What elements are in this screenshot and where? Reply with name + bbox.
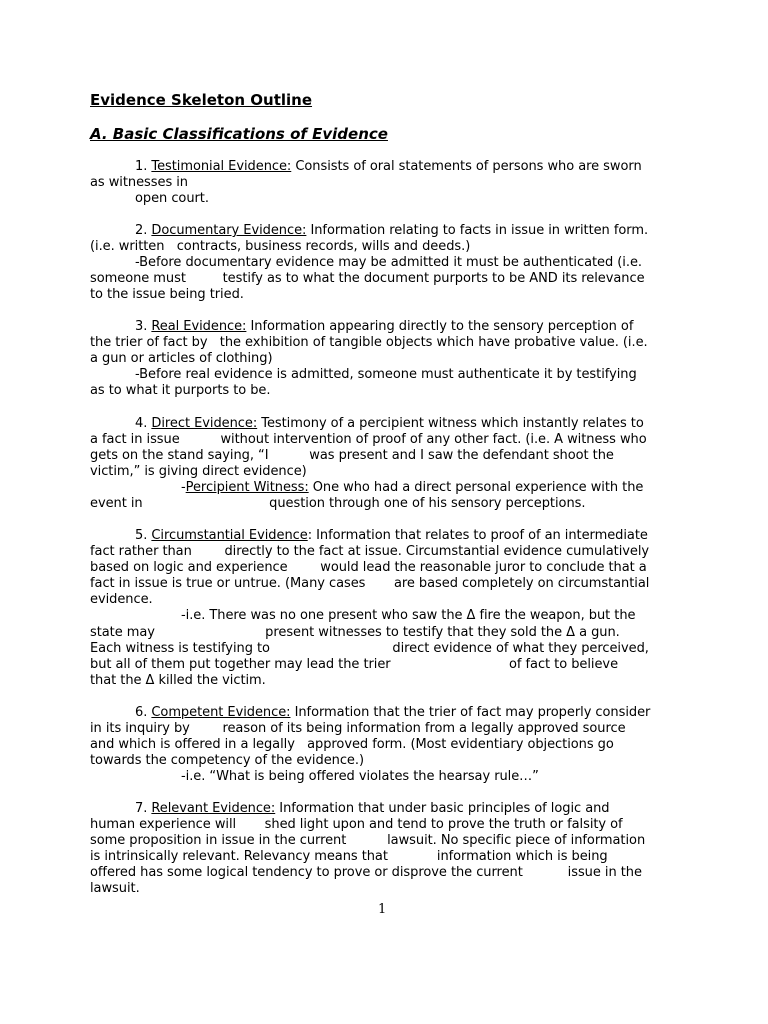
item-2-line-4: someone must testify as to what the document purports to be AND its relevance — [90, 271, 645, 286]
item-7-line-5: offered has some logical tendency to prove or disprove the current issue in the — [90, 865, 642, 880]
term-real-evidence: Real Evidence: — [151, 319, 247, 334]
item-1-line-3: open court. — [135, 191, 209, 206]
item-4-line-1: 4. Direct Evidence: Testimony of a percipient witness which instantly relates to — [135, 416, 644, 431]
item-4-line-3: gets on the stand saying, “I was present and I saw the defendant shoot the — [90, 448, 614, 463]
term-direct-evidence: Direct Evidence: — [151, 416, 258, 431]
item-4-line-6: event in question through one of his sensory perceptions. — [90, 496, 586, 511]
item-7-line-2: human experience will shed light upon and tend to prove the truth or falsity of — [90, 817, 623, 832]
item-5-line-10: that the Δ killed the victim. — [90, 673, 266, 688]
item-5-line-3: based on logic and experience would lead the reasonable juror to conclude that a — [90, 560, 647, 575]
term-circumstantial-evidence: Circumstantial Evidence — [151, 528, 308, 543]
item-5-line-4: fact in issue is true or untrue. (Many cases are based completely on circumstantial — [90, 576, 650, 591]
item-3-line-3: a gun or articles of clothing) — [90, 351, 273, 366]
item-4-line-2: a fact in issue without intervention of proof of any other fact. (i.e. A witness who — [90, 432, 647, 447]
item-6-line-3: and which is offered in a legally approved form. (Most evidentiary objections go — [90, 737, 614, 752]
section-heading: A. Basic Classifications of Evidence — [90, 125, 388, 143]
item-6-line-2: in its inquiry by reason of its being information from a legally approved source — [90, 721, 626, 736]
item-5-line-8: Each witness is testifying to direct evidence of what they perceived, — [90, 641, 649, 656]
item-2-line-3: -Before documentary evidence may be admitted it must be authenticated (i.e. — [135, 255, 642, 270]
item-7-line-4: is intrinsically relevant. Relevancy means that information which is being — [90, 849, 608, 864]
item-2-line-5: to the issue being tried. — [90, 287, 244, 302]
item-5-line-1: 5. Circumstantial Evidence: Information that relates to proof of an intermediate — [135, 528, 648, 543]
item-7-line-3: some proposition in issue in the current lawsuit. No specific piece of information — [90, 833, 646, 848]
item-2-line-1: 2. Documentary Evidence: Information relating to facts in issue in written form. — [135, 223, 649, 238]
item-3-line-4: -Before real evidence is admitted, someone must authenticate it by testifying — [135, 367, 637, 382]
item-4-line-5: -Percipient Witness: One who had a direct personal experience with the — [181, 480, 644, 495]
term-testimonial-evidence: Testimonial Evidence: — [151, 159, 292, 174]
item-3-line-5: as to what it purports to be. — [90, 383, 271, 398]
item-6-line-4: towards the competency of the evidence.) — [90, 753, 364, 768]
item-2-line-2: (i.e. written contracts, business records, wills and deeds.) — [90, 239, 471, 254]
item-5-line-5: evidence. — [90, 592, 153, 607]
item-6-line-1: 6. Competent Evidence: Information that the trier of fact may properly consider — [135, 705, 651, 720]
item-7-line-1: 7. Relevant Evidence: Information that under basic principles of logic and — [135, 801, 610, 816]
item-7-line-6: lawsuit. — [90, 881, 140, 896]
item-5-line-6: -i.e. There was no one present who saw the Δ fire the weapon, but the — [181, 608, 636, 623]
term-documentary-evidence: Documentary Evidence: — [151, 223, 307, 238]
item-3-line-1: 3. Real Evidence: Information appearing directly to the sensory perception of — [135, 319, 634, 334]
item-5-line-9: but all of them put together may lead the trier of fact to believe — [90, 657, 619, 672]
term-relevant-evidence: Relevant Evidence: — [151, 801, 276, 816]
item-6-line-5: -i.e. “What is being offered violates the hearsay rule…” — [181, 769, 539, 784]
item-5-line-2: fact rather than directly to the fact at issue. Circumstantial evidence cumulatively — [90, 544, 650, 559]
document-title: Evidence Skeleton Outline — [90, 91, 313, 109]
item-3-line-2: the trier of fact by the exhibition of tangible objects which have probative value. (i.e. — [90, 335, 648, 350]
term-percipient-witness: Percipient Witness: — [185, 480, 309, 495]
item-1-line-2: as witnesses in — [90, 175, 189, 190]
item-1-line-1: 1. Testimonial Evidence: Consists of oral statements of persons who are sworn — [135, 159, 642, 174]
term-competent-evidence: Competent Evidence: — [151, 705, 291, 720]
item-4-line-4: victim,” is giving direct evidence) — [90, 464, 307, 479]
item-5-line-7: state may present witnesses to testify that they sold the Δ a gun. — [90, 625, 620, 640]
page-number: 1 — [378, 902, 387, 917]
